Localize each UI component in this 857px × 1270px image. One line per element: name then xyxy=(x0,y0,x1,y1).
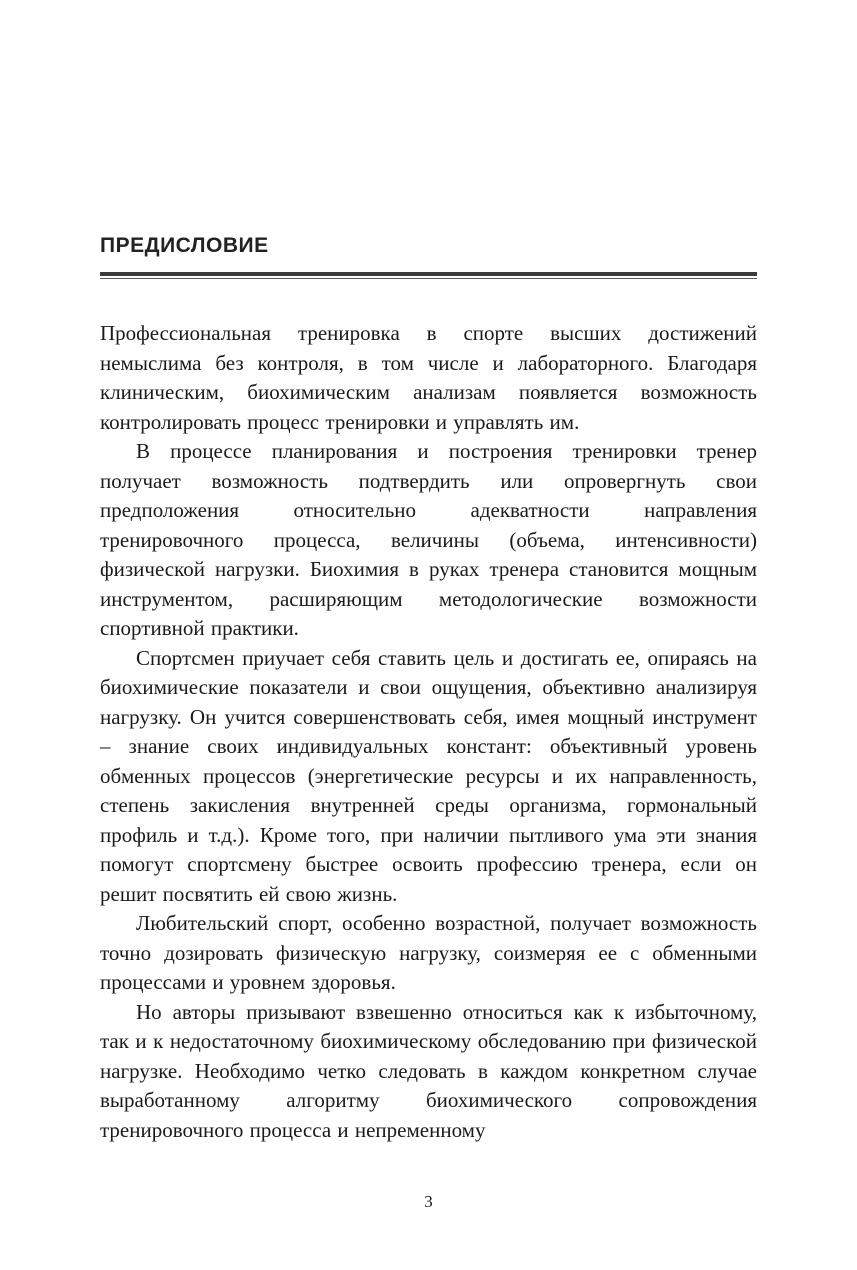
page-number: 3 xyxy=(424,1192,433,1211)
chapter-title: ПРЕДИСЛОВИЕ xyxy=(100,234,269,257)
paragraph: Спортсмен приучает себя ставить цель и достигать ее, опираясь на биохимические показатели и свои ощущения, объективно анализируя нагрузку. Он учится совершенствовать себя, имея мощный инструмент – знание своих индивидуальных констант: объективный уровень обменных процессов (энергетические ресурсы и их направленность, степень закисления внутренней среды организма, гормональный профиль и т.д.). Кроме того, при наличии пытливого ума эти знания помогут спортсмену быстрее освоить профессию тренера, если он решит посвятить ей свою жизнь. xyxy=(100,645,757,906)
paragraph: Профессиональная тренировка в спорте высших достижений немыслима без контроля, в том числе и лабораторного. Благодаря клиническим, биохимическим анализам появляется возможность контролировать процесс тренировки и управлять им. xyxy=(100,321,757,434)
paragraph: Любительский спорт, особенно возрастной, получает возможность точно дозировать физическую нагрузку, соизмеряя ее с обменными процессами и уровнем здоровья. xyxy=(100,911,757,995)
paragraph: В процессе планирования и построения тренировки тренер получает возможность подтвердить или опровергнуть свои предположения относительно адекватности направления тренировочного процесса, величины (объема, интенсивности) физической нагрузки. Биохимия в руках тренера становится мощным инструментом, расширяющим методологические возможности спортивной практики. xyxy=(100,439,757,641)
paragraph: Но авторы призывают взвешенно относиться как к избыточному, так и к недостаточному биохимическому обследованию при физической нагрузке. Необходимо четко следовать в каждом конкретном случае выработанному алгоритму биохимического сопровождения тренировочного процесса и непременному xyxy=(100,999,757,1142)
body-text xyxy=(100,319,757,1145)
title-divider xyxy=(100,272,757,279)
text-block xyxy=(100,0,757,1145)
